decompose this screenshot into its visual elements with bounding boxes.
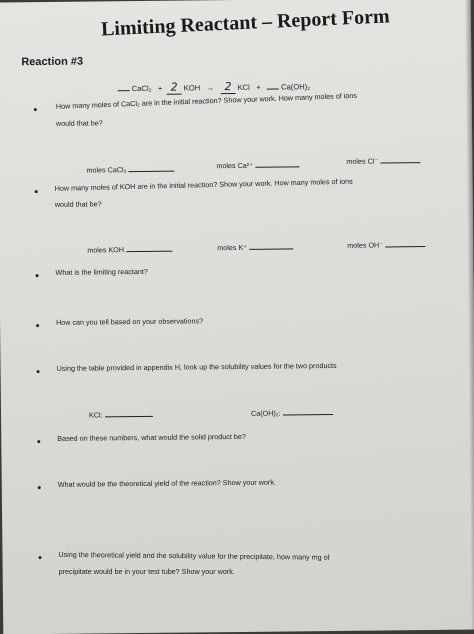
- handwritten-kcl-coefficient: 2: [220, 80, 235, 94]
- question-6: Based on these numbers, what would the solid product be?: [57, 431, 246, 443]
- answer-blank[interactable]: [255, 160, 299, 167]
- answer-blank[interactable]: [385, 240, 425, 247]
- answer-moles-koh: [87, 245, 172, 255]
- answer-moles-k-ion: [217, 242, 293, 252]
- reaction-arrow: →: [206, 83, 215, 93]
- plus-sign: +: [256, 82, 261, 92]
- answer-label: moles CaCl₂: [86, 165, 127, 175]
- reaction-heading: Reaction #3: [21, 55, 84, 69]
- page-edge-shadow: [465, 0, 474, 630]
- plus-sign: +: [157, 83, 163, 93]
- solubility-kcl: [89, 410, 153, 420]
- coefficient-blank: [118, 84, 130, 91]
- answer-label: moles OH⁻: [347, 240, 384, 250]
- bullet: [36, 274, 39, 277]
- question-5: Using the table provided in appendix H, look up the solubility values for the two products: [56, 360, 337, 373]
- solubility-label: Ca(OH)₂:: [250, 408, 281, 418]
- answer-moles-cacl2: [86, 165, 174, 175]
- product-kcl: KCl: [237, 82, 250, 92]
- answer-label: moles K⁺: [217, 242, 248, 253]
- chemical-equation: [118, 79, 311, 94]
- answer-moles-ca-ion: [216, 160, 299, 170]
- bullet: [39, 556, 42, 559]
- bullet: [38, 486, 41, 489]
- page-title: Limiting Reactant – Report Form: [100, 5, 391, 41]
- question-8-line-1: Using the theoretical yield and the solubility value for the precipitate, how many mg of: [58, 549, 330, 562]
- answer-moles-oh-ion: [347, 240, 425, 250]
- question-2-line-2: would that be?: [54, 199, 102, 209]
- solubility-label: KCl:: [88, 410, 103, 420]
- bullet: [36, 324, 39, 327]
- question-4: How can you tell based on your observations?: [56, 316, 204, 327]
- answer-blank[interactable]: [380, 156, 420, 163]
- reactant-koh: KOH: [183, 83, 201, 93]
- question-3: What is the limiting reactant?: [55, 266, 148, 277]
- answer-label: moles KOH: [87, 245, 125, 255]
- bullet: [34, 108, 37, 111]
- handwritten-koh-coefficient: 2: [167, 81, 182, 95]
- answer-blank[interactable]: [283, 408, 333, 416]
- question-8-line-2: precipitate would be in your test tube? Show your work.: [58, 566, 235, 576]
- coefficient-blank: [267, 83, 279, 90]
- answer-blank[interactable]: [128, 165, 174, 172]
- solubility-caoh2: [251, 408, 333, 418]
- answer-moles-cl-ion: [346, 156, 420, 166]
- answer-blank[interactable]: [105, 410, 153, 418]
- question-7: What would be the theoretical yield of the reaction? Show your work.: [57, 477, 276, 489]
- question-1-line-1: How many moles of CaCl₂ are in the initial reaction? Show your work. How many moles of ions: [55, 90, 358, 111]
- question-1-line-2: would that be?: [55, 118, 103, 128]
- answer-label: moles Ca²⁺: [216, 160, 254, 171]
- reactant-cacl2: CaCl₂: [131, 83, 152, 94]
- bullet: [37, 370, 40, 373]
- question-2-line-1: How many moles of KOH are in the initial reaction? Show your work. How many moles of ions: [54, 176, 353, 193]
- answer-label: moles Cl⁻: [346, 156, 379, 166]
- bullet: [35, 190, 38, 193]
- answer-blank[interactable]: [249, 242, 293, 249]
- bullet: [37, 440, 40, 443]
- product-caoh2: Ca(OH)₂: [281, 82, 311, 92]
- answer-blank[interactable]: [126, 245, 172, 252]
